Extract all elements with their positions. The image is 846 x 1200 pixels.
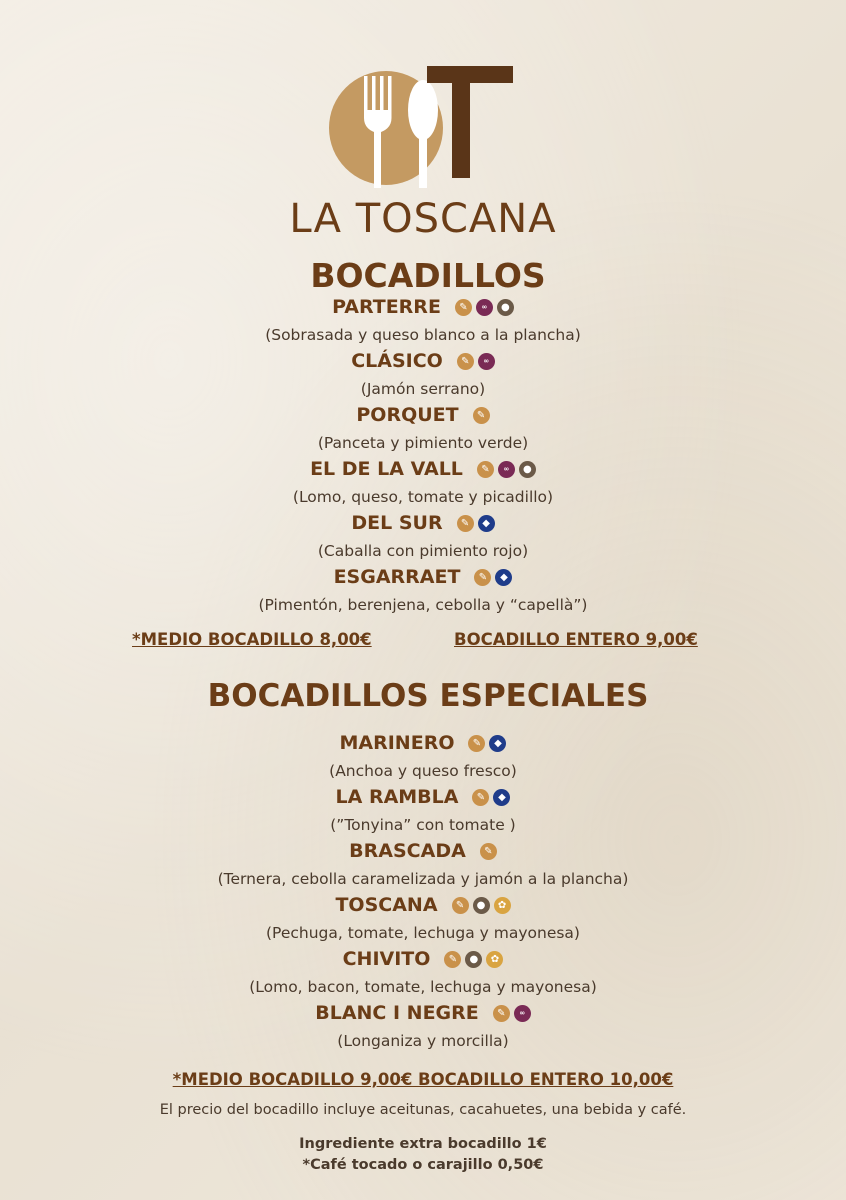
gluten-icon: ✎ <box>444 951 461 968</box>
menu-item <box>0 732 846 754</box>
menu-item <box>0 512 846 534</box>
price-full: BOCADILLO ENTERO 9,00€ <box>454 630 698 649</box>
item-description: (Anchoa y queso fresco) <box>329 762 517 780</box>
item-description: (Jamón serrano) <box>360 380 486 398</box>
item-description: (Pimentón, berenjena, cebolla y “capellà”) <box>258 596 588 614</box>
dairy-icon: ∞ <box>514 1005 531 1022</box>
item-name: BRASCADA <box>349 840 466 862</box>
section-title-especiales: BOCADILLOS ESPECIALES <box>207 678 649 714</box>
price-line-especiales: *MEDIO BOCADILLO 9,00€ BOCADILLO ENTERO 10,00€ <box>172 1070 674 1089</box>
item-description: (Lomo, queso, tomate y picadillo) <box>292 488 554 506</box>
fish-icon: ◆ <box>495 569 512 586</box>
menu-item <box>0 296 846 318</box>
restaurant-logo <box>328 52 528 202</box>
menu-item <box>0 566 846 588</box>
item-description: (Ternera, cebolla caramelizada y jamón a la plancha) <box>217 870 629 888</box>
menu-item <box>0 840 846 862</box>
egg-icon: ● <box>519 461 536 478</box>
item-name: EL DE LA VALL <box>310 458 463 480</box>
mustard-icon: ✿ <box>486 951 503 968</box>
item-description: (”Tonyina” con tomate ) <box>330 816 516 834</box>
item-name: TOSCANA <box>335 894 438 916</box>
brand-name: LA TOSCANA <box>289 196 557 242</box>
menu-item <box>0 894 846 916</box>
mustard-icon: ✿ <box>494 897 511 914</box>
item-description: (Longaniza y morcilla) <box>337 1032 509 1050</box>
item-description: (Caballa con pimiento rojo) <box>317 542 529 560</box>
extra-ingredient: Ingrediente extra bocadillo 1€ <box>299 1136 547 1152</box>
gluten-icon: ✎ <box>474 569 491 586</box>
item-description: (Sobrasada y queso blanco a la plancha) <box>265 326 581 344</box>
menu-item <box>0 948 846 970</box>
item-name: LA RAMBLA <box>335 786 459 808</box>
menu-item <box>0 404 846 426</box>
item-name: CLÁSICO <box>351 350 443 372</box>
egg-icon: ● <box>465 951 482 968</box>
price-note: El precio del bocadillo incluye aceitunas, cacahuetes, una bebida y café. <box>159 1102 687 1118</box>
item-name: PARTERRE <box>332 296 441 318</box>
egg-icon: ● <box>473 897 490 914</box>
item-name: MARINERO <box>339 732 455 754</box>
gluten-icon: ✎ <box>473 407 490 424</box>
menu-item <box>0 1002 846 1024</box>
gluten-icon: ✎ <box>457 353 474 370</box>
gluten-icon: ✎ <box>472 789 489 806</box>
item-description: (Pechuga, tomate, lechuga y mayonesa) <box>266 924 580 942</box>
fish-icon: ◆ <box>489 735 506 752</box>
gluten-icon: ✎ <box>455 299 472 316</box>
gluten-icon: ✎ <box>477 461 494 478</box>
item-name: ESGARRAET <box>333 566 461 588</box>
gluten-icon: ✎ <box>480 843 497 860</box>
item-name: PORQUET <box>356 404 459 426</box>
item-description: (Panceta y pimiento verde) <box>317 434 529 452</box>
dairy-icon: ∞ <box>478 353 495 370</box>
menu-item <box>0 458 846 480</box>
menu-item <box>0 786 846 808</box>
egg-icon: ● <box>497 299 514 316</box>
section-title-bocadillos: BOCADILLOS <box>310 256 546 295</box>
menu-item <box>0 350 846 372</box>
gluten-icon: ✎ <box>493 1005 510 1022</box>
item-name: DEL SUR <box>351 512 443 534</box>
item-description: (Lomo, bacon, tomate, lechuga y mayonesa) <box>249 978 597 996</box>
dairy-icon: ∞ <box>476 299 493 316</box>
gluten-icon: ✎ <box>457 515 474 532</box>
item-name: CHIVITO <box>342 948 431 970</box>
dairy-icon: ∞ <box>498 461 515 478</box>
fish-icon: ◆ <box>478 515 495 532</box>
item-name: BLANC I NEGRE <box>315 1002 479 1024</box>
fish-icon: ◆ <box>493 789 510 806</box>
gluten-icon: ✎ <box>468 735 485 752</box>
coffee-extra: *Café tocado o carajillo 0,50€ <box>302 1157 544 1173</box>
gluten-icon: ✎ <box>452 897 469 914</box>
price-half: *MEDIO BOCADILLO 8,00€ <box>132 630 372 649</box>
